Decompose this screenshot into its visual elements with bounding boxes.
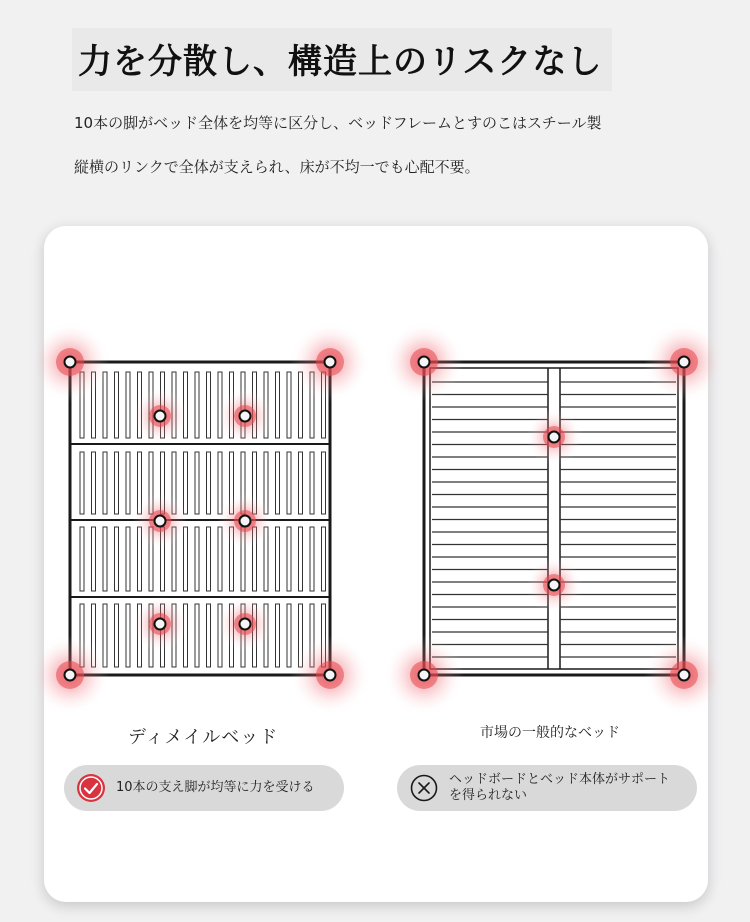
slat xyxy=(207,372,211,438)
slat xyxy=(195,452,199,514)
page-title: 力を分散し、構造上のリスクなし xyxy=(72,28,612,91)
slat xyxy=(310,452,314,514)
slat xyxy=(195,527,199,591)
support-leg-point xyxy=(526,409,582,465)
support-leg-point xyxy=(644,635,724,715)
slat xyxy=(287,452,291,514)
slat xyxy=(310,527,314,591)
slat xyxy=(287,372,291,438)
left-bed-frame xyxy=(70,362,330,675)
slat xyxy=(322,527,326,591)
slat xyxy=(287,604,291,667)
left-bed-legs xyxy=(30,322,370,715)
left-feature-badge xyxy=(64,765,344,811)
slat xyxy=(184,452,188,514)
slat xyxy=(184,527,188,591)
support-leg-point xyxy=(30,635,110,715)
slat xyxy=(80,527,84,591)
slat xyxy=(126,527,130,591)
slat xyxy=(103,452,107,514)
slat xyxy=(276,604,280,667)
slat xyxy=(92,527,96,591)
right-bed-frame xyxy=(424,362,684,675)
slat xyxy=(218,527,222,591)
slat xyxy=(126,372,130,438)
x-circle-icon xyxy=(409,773,439,803)
description-line-2: 縦横のリンクで全体が支えられ、床が不均一でも心配不要。 xyxy=(74,158,480,176)
support-leg-point xyxy=(290,322,370,402)
slat xyxy=(92,452,96,514)
slat xyxy=(287,527,291,591)
description-line-1: 10本の脚がベッド全体を均等に区分し、ベッドフレームとすのこはスチール製 xyxy=(74,114,602,132)
right-feature-text: ヘッドボードとベッド本体がサポートを得られない xyxy=(449,772,671,803)
right-feature-badge xyxy=(397,765,697,811)
support-leg-point xyxy=(132,596,188,652)
slat xyxy=(126,452,130,514)
left-bed-caption: ディメイルベッド xyxy=(128,727,279,748)
slat xyxy=(207,604,211,667)
slat xyxy=(276,527,280,591)
slat xyxy=(276,452,280,514)
slat xyxy=(207,527,211,591)
support-leg-point xyxy=(132,493,188,549)
slat xyxy=(115,372,119,438)
slat xyxy=(126,604,130,667)
slat xyxy=(115,527,119,591)
slat xyxy=(299,452,303,514)
support-leg-point xyxy=(217,388,273,444)
support-leg-point xyxy=(217,493,273,549)
right-bed-caption: 市場の一般的なベッド xyxy=(480,725,620,741)
support-leg-point xyxy=(384,635,464,715)
check-circle-icon xyxy=(76,773,106,803)
support-leg-point xyxy=(290,635,370,715)
support-leg-point xyxy=(132,388,188,444)
slat xyxy=(80,452,84,514)
slat xyxy=(207,452,211,514)
support-leg-point xyxy=(526,557,582,613)
slat xyxy=(195,604,199,667)
slat xyxy=(115,452,119,514)
support-leg-point xyxy=(644,322,724,402)
slat xyxy=(195,372,199,438)
support-leg-point xyxy=(30,322,110,402)
slat xyxy=(276,372,280,438)
left-feature-text: 10本の支え脚が均等に力を受ける xyxy=(116,780,315,795)
slat xyxy=(299,527,303,591)
slat xyxy=(103,527,107,591)
right-bed-legs xyxy=(384,322,724,715)
slat xyxy=(115,604,119,667)
slat xyxy=(322,452,326,514)
support-leg-point xyxy=(384,322,464,402)
slat xyxy=(218,452,222,514)
support-leg-point xyxy=(217,596,273,652)
